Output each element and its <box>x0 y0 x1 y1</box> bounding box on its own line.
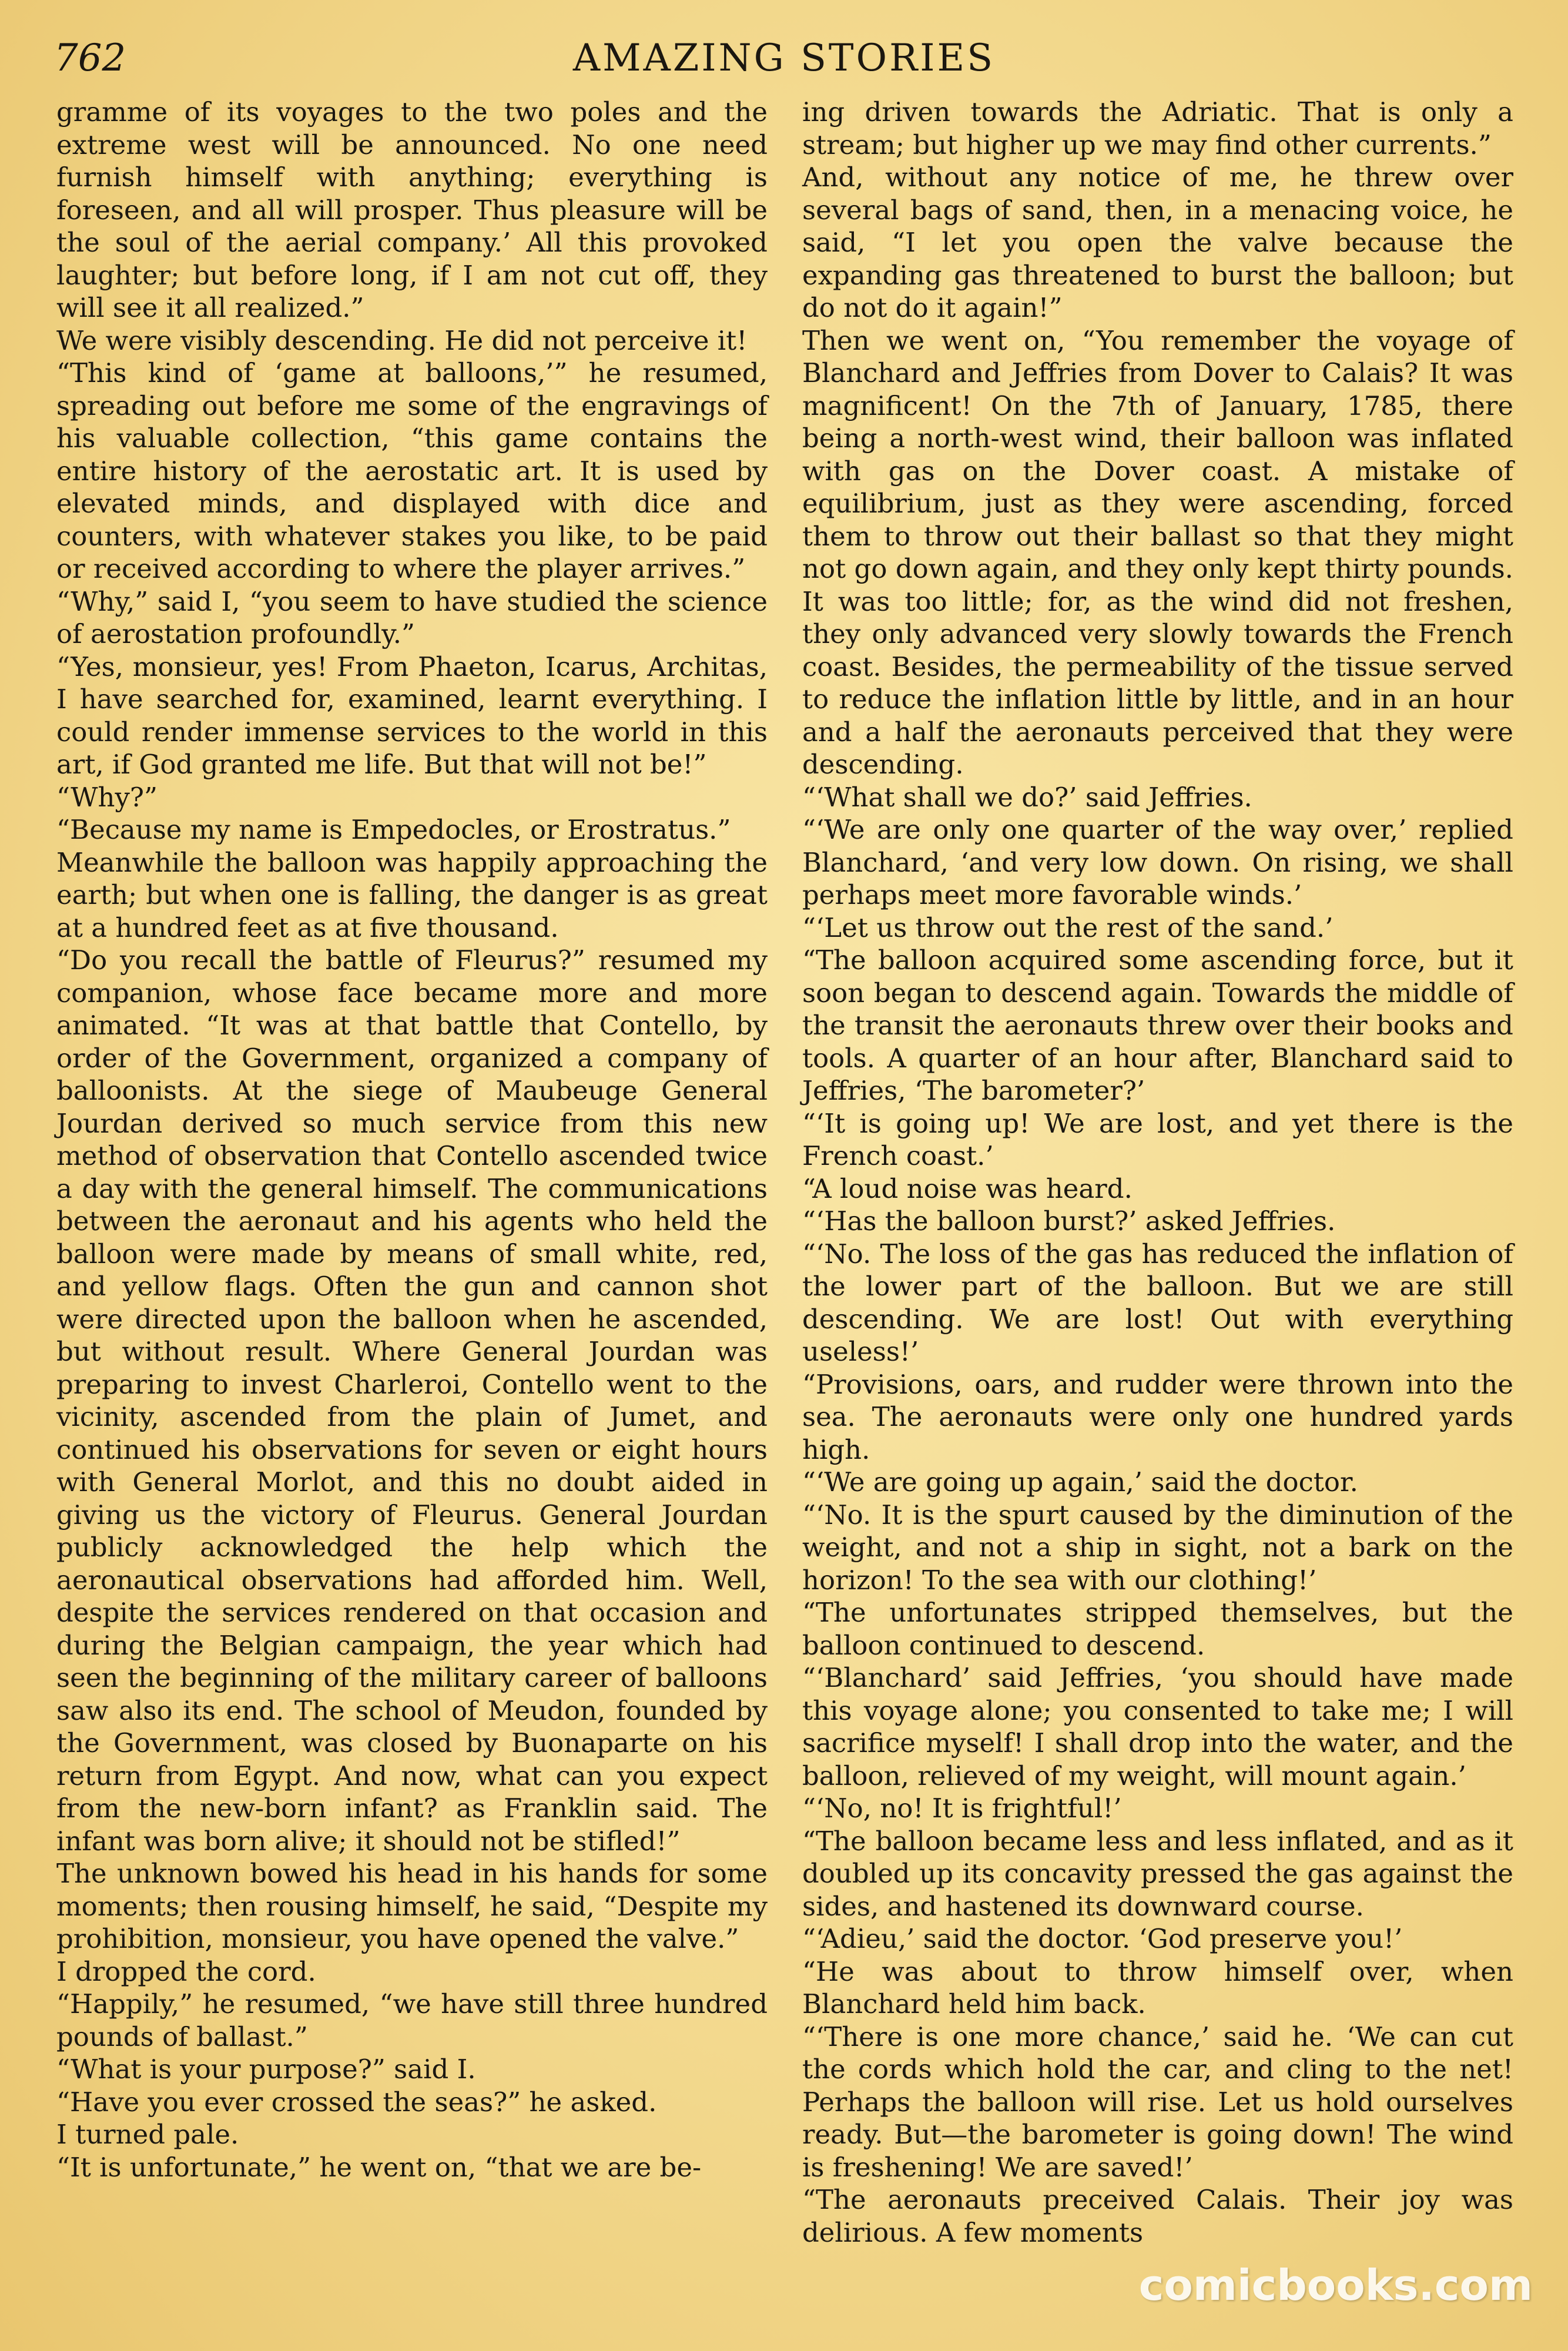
paragraph: “Have you ever crossed the seas?” he asked. <box>56 2086 657 2118</box>
paragraph: We were visibly descending. He did not perceive it! <box>56 324 748 356</box>
paragraph: “The unfortunates stripped themselves, but the balloon continued to descend. <box>802 1597 1513 1661</box>
paragraph: “‘No. It is the spurt caused by the diminution of the weight, and not a ship in sight, not a bark on the horizon! To the sea with our clothing!’ <box>802 1499 1513 1596</box>
paragraph: “It is unfortunate,” he went on, “that we are be- <box>56 2151 702 2183</box>
paragraph: gramme of its voyages to the two poles and the extreme west will be announced. No one need furnish himself with anything; everything is foreseen, and all will prosper. Thus pleasure will be the soul of the aerial company.’ All this provoked laughter; but before long, if I am not cut off, they will see it all realized.” <box>56 96 768 323</box>
paragraph: “‘We are going up again,’ said the doctor. <box>802 1466 1358 1498</box>
paragraph: “He was about to throw himself over, when Blanchard held him back. <box>802 1955 1513 2020</box>
paragraph: “‘Has the balloon burst?’ asked Jeffries. <box>802 1205 1336 1237</box>
paragraph: “Because my name is Empedocles, or Erostratus.” <box>56 814 731 845</box>
paragraph: “What is your purpose?” said I. <box>56 2054 476 2085</box>
paragraph: ing driven towards the Adriatic. That is only a stream; but higher up we may find other currents.” <box>802 96 1513 160</box>
paragraph: “Why,” said I, “you seem to have studied the science of aerostation profoundly.” <box>56 585 768 649</box>
paragraph: “‘No, no! It is frightful!’ <box>802 1793 1122 1824</box>
paragraph: “Why?” <box>56 781 158 813</box>
paragraph: “‘No. The loss of the gas has reduced the inflation of the lower part of the balloon. But we are still descending. We are lost! Out with everything useless!’ <box>802 1238 1513 1367</box>
paragraph: “The aeronauts preceived Calais. Their joy was delirious. A few moments <box>802 2184 1513 2248</box>
paragraph: “‘Blanchard’ said Jeffries, ‘you should have made this voyage alone; you consented to take me; I will sacrifice myself! I shall drop into the water, and the balloon, relieved of my weight, will mount again.’ <box>802 1662 1513 1791</box>
paragraph: The unknown bowed his head in his hands for some moments; then rousing himself, he said, “Despite my prohibition, monsieur, you have opened the valve.” <box>56 1858 768 1954</box>
paragraph: Then we went on, “You remember the voyage of Blanchard and Jeffries from Dover to Calais? It was magnificent! On the 7th of January, 1785, there being a north-west wind, their balloon was inflated with gas on the Dover coast. A mistake of equilibrium, just as they were ascending, forced them to throw out their ballast so that they might not go down again, and they only kept thirty pounds. It was too little; for, as the wind did not freshen, they only advanced very slowly towards the French coast. Besides, the permeability of the tissue served to reduce the inflation little by little, and in an hour and a half the aeronauts perceived that they were descending. <box>802 324 1513 780</box>
paragraph: “This kind of ‘game at balloons,’” he resumed, spreading out before me some of the engravings of his valuable collection, “this game contains the entire history of the aerostatic art. It is used by elevated minds, and displayed with dice and counters, with whatever stakes you like, to be paid or received according to where the player arrives.” <box>56 357 768 584</box>
paragraph: “‘What shall we do?’ said Jeffries. <box>802 781 1252 813</box>
paragraph: I dropped the cord. <box>56 1955 316 1987</box>
site-watermark: comicbooks.com <box>1138 2260 1533 2310</box>
paragraph: “The balloon acquired some ascending force, but it soon began to descend again. Towards the middle of the transit the aeronauts threw over their books and tools. A quarter of an hour after, Blanchard said to Jeffries, ‘The barometer?’ <box>802 945 1513 1106</box>
right-column <box>802 96 1513 2249</box>
paragraph: “‘We are only one quarter of the way over,’ replied Blanchard, ‘and very low down. On rising, we shall perhaps meet more favorable winds.’ <box>802 814 1513 910</box>
paragraph: “‘Adieu,’ said the doctor. ‘God preserve you!’ <box>802 1923 1403 1954</box>
paragraph: And, without any notice of me, he threw over several bags of sand, then, in a menacing voice, he said, “I let you open the valve because the expanding gas threatened to burst the balloon; but do not do it again!” <box>802 162 1513 323</box>
paragraph: “Do you recall the battle of Fleurus?” resumed my companion, whose face became more and more animated. “It was at that battle that Contello, by order of the Government, organized a company of balloonists. At the siege of Maubeuge General Jourdan derived so much service from this new method of observation that Contello ascended twice a day with the general himself. The communications between the aeronaut and his agents who held the balloon were made by means of small white, red, and yellow flags. Often the gun and cannon shot were directed upon the balloon when he ascended, but without result. Where General Jourdan was preparing to invest Charleroi, Contello went to the vicinity, ascended from the plain of Jumet, and continued his observations for seven or eight hours with General Morlot, and this no doubt aided in giving us the victory of Fleurus. General Jourdan publicly acknowledged the help which the aeronautical observations had afforded him. Well, despite the services rendered on that occasion and during the Belgian campaign, the year which had seen the beginning of the military career of balloons saw also its end. The school of Meudon, founded by the Government, was closed by Buonaparte on his return from Egypt. And now, what can you expect from the new-born infant? as Franklin said. The infant was born alive; it should not be stifled!” <box>56 945 768 1857</box>
paragraph: Meanwhile the balloon was happily approaching the earth; but when one is falling, the danger is as great at a hundred feet as at five thousand. <box>56 846 768 943</box>
paragraph: “A loud noise was heard. <box>802 1173 1133 1204</box>
left-column <box>56 96 768 2183</box>
paragraph: “Yes, monsieur, yes! From Phaeton, Icarus, Architas, I have searched for, examined, learnt everything. I could render immense services to the world in this art, if God granted me life. But that will not be!” <box>56 651 768 780</box>
running-head: AMAZING STORIES <box>572 36 996 80</box>
page-number: 762 <box>54 36 126 80</box>
paragraph: “The balloon became less and less inflated, and as it doubled up its concavity pressed the gas against the sides, and hastened its downward course. <box>802 1825 1513 1922</box>
paragraph: I turned pale. <box>56 2119 239 2150</box>
paragraph: “‘Let us throw out the rest of the sand.’ <box>802 912 1334 943</box>
paragraph: “‘It is going up! We are lost, and yet there is the French coast.’ <box>802 1107 1513 1171</box>
paragraph: “Provisions, oars, and rudder were thrown into the sea. The aeronauts were only one hundred yards high. <box>802 1368 1513 1465</box>
paragraph: “Happily,” he resumed, “we have still three hundred pounds of ballast.” <box>56 1988 768 2052</box>
paragraph: “‘There is one more chance,’ said he. ‘We can cut the cords which hold the car, and cling to the net! Perhaps the balloon will rise. Let us hold ourselves ready. But—the barometer is going down! The wind is freshening! We are saved!’ <box>802 2021 1513 2183</box>
